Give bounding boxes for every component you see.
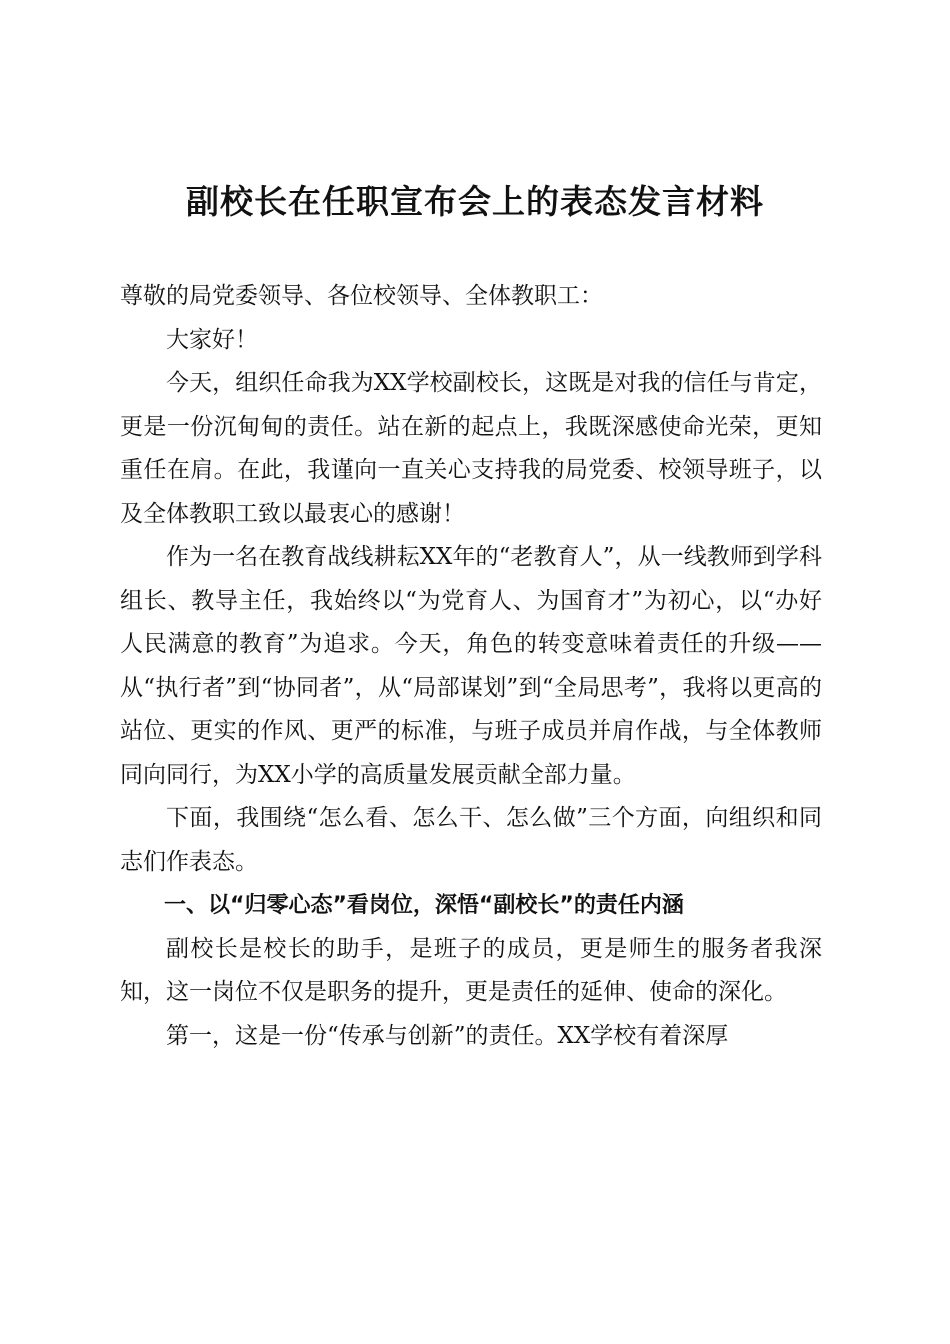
document-body	[120, 275, 822, 1058]
section-heading-1: 一、以“归零心态”看岗位，深悟“副校长”的责任内涵	[164, 893, 684, 918]
paragraph-background: 作为一名在教育战线耕耘XX年的“老教育人”，从一线教师到学科组长、教导主任，我始终以“为党育人、为国育才”为初心，以“办好人民满意的教育”为追求。今天，角色的转变意味着责任的升级——从“执行者”到“协同者”，从“局部谋划”到“全局思考”，我将以更高的站位、更实的作风、更严的标准，与班子成员并肩作战，与全体教师同向同行，为XX小学的高质量发展贡献全部力量。	[120, 544, 822, 788]
paragraph-role: 副校长是校长的助手，是班子的成员，更是师生的服务者我深知，这一岗位不仅是职务的提升，更是责任的延伸、使命的深化。	[120, 935, 822, 1005]
paragraph-first-point: 第一，这是一份“传承与创新”的责任。XX学校有着深厚	[166, 1022, 729, 1049]
greeting: 大家好！	[166, 326, 258, 353]
paragraph-outline: 下面，我围绕“怎么看、怎么干、怎么做”三个方面，向组织和同志们作表态。	[120, 805, 822, 875]
salutation: 尊敬的局党委领导、各位校领导、全体教职工：	[120, 283, 603, 309]
paragraph-appointment: 今天，组织任命我为XX学校副校长，这既是对我的信任与肯定，更是一份沉甸甸的责任。站在新的起点上，我既深感使命光荣，更知重任在肩。在此，我谨向一直关心支持我的局党委、校领导班子，以及全体教职工致以最衷心的感谢！	[120, 370, 822, 527]
document-title: 副校长在任职宣布会上的表态发言材料	[186, 182, 764, 221]
